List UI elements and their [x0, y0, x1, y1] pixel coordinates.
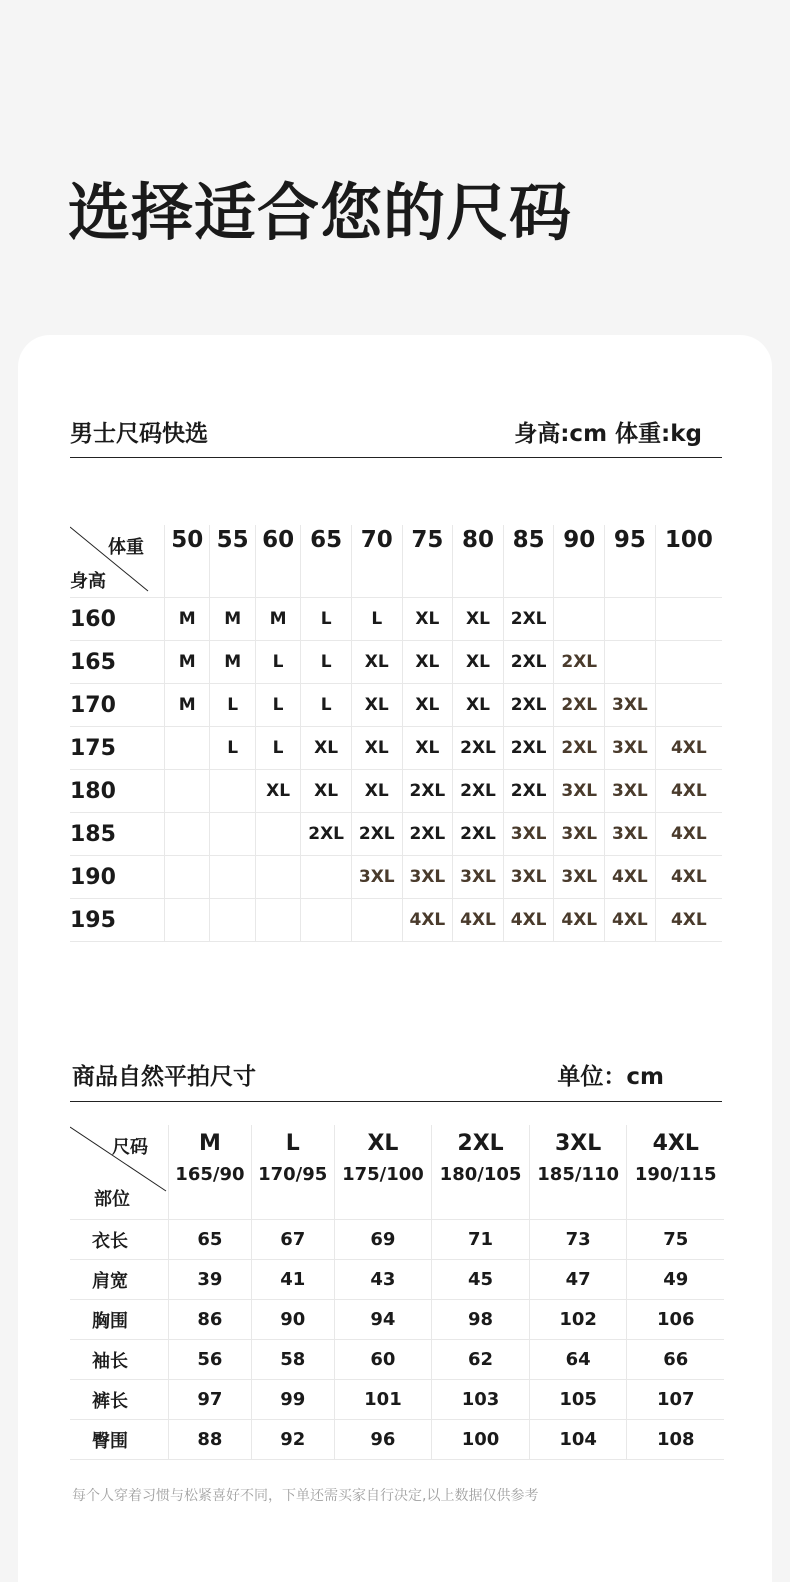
measure-cell: 41 — [251, 1260, 334, 1300]
size-cell: 4XL — [655, 770, 722, 813]
measure-cell: 96 — [334, 1420, 432, 1460]
size-cell — [255, 856, 300, 899]
measure-cell: 108 — [627, 1420, 724, 1460]
size-cell: XL — [301, 770, 352, 813]
weight-header: 95 — [605, 525, 656, 598]
size-cell — [605, 598, 656, 641]
quick-row — [70, 813, 722, 856]
size-cell: 3XL — [554, 856, 605, 899]
size-cell: L — [301, 641, 352, 684]
size-cell — [554, 598, 605, 641]
flat-row — [70, 1340, 724, 1380]
size-cell: XL — [402, 598, 453, 641]
measure-cell: 56 — [169, 1340, 252, 1380]
size-cell: XL — [402, 641, 453, 684]
size-cell: XL — [351, 641, 402, 684]
flat-size-title: 商品自然平拍尺寸 — [72, 1063, 256, 1090]
size-cell: 2XL — [453, 770, 504, 813]
flat-size-unit: 单位：cm — [557, 1063, 664, 1090]
measure-cell: 98 — [432, 1300, 530, 1340]
size-cell: 2XL — [503, 770, 554, 813]
weight-header: 85 — [503, 525, 554, 598]
measure-cell: 99 — [251, 1380, 334, 1420]
size-cell: L — [255, 684, 300, 727]
measure-cell: 49 — [627, 1260, 724, 1300]
size-cell: 4XL — [605, 899, 656, 942]
measure-cell: 92 — [251, 1420, 334, 1460]
quick-corner-bottom: 身高 — [70, 571, 106, 592]
size-cell: XL — [402, 727, 453, 770]
size-name: 4XL — [652, 1131, 699, 1156]
height-label: 160 — [70, 598, 165, 641]
size-cell: XL — [453, 641, 504, 684]
size-cell: 2XL — [453, 813, 504, 856]
size-cell — [351, 899, 402, 942]
size-cell: 3XL — [503, 856, 554, 899]
measure-cell: 104 — [529, 1420, 627, 1460]
size-cell: 2XL — [301, 813, 352, 856]
size-cell — [165, 727, 210, 770]
size-measure: 175/100 — [342, 1164, 424, 1185]
size-cell: L — [255, 727, 300, 770]
weight-header: 65 — [301, 525, 352, 598]
size-cell: 4XL — [554, 899, 605, 942]
flat-size-header — [70, 1047, 722, 1102]
size-cell — [255, 813, 300, 856]
size-cell: 3XL — [605, 770, 656, 813]
size-measure: 185/110 — [537, 1164, 620, 1185]
part-label: 臀围 — [70, 1420, 169, 1460]
measure-cell: 71 — [432, 1220, 530, 1260]
size-cell — [655, 641, 722, 684]
quick-header-row — [70, 525, 722, 598]
measure-cell: 39 — [169, 1260, 252, 1300]
flat-row — [70, 1220, 724, 1260]
size-cell — [210, 813, 255, 856]
size-header — [251, 1125, 334, 1220]
height-label: 180 — [70, 770, 165, 813]
part-label: 胸围 — [70, 1300, 169, 1340]
part-label: 袖长 — [70, 1340, 169, 1380]
size-name: XL — [367, 1131, 399, 1156]
quick-corner-top: 体重 — [108, 537, 144, 558]
measure-cell: 101 — [334, 1380, 432, 1420]
measure-cell: 102 — [529, 1300, 627, 1340]
measure-cell: 94 — [334, 1300, 432, 1340]
measure-cell: 66 — [627, 1340, 724, 1380]
flat-header-row — [70, 1125, 724, 1220]
weight-header: 70 — [351, 525, 402, 598]
part-label: 裤长 — [70, 1380, 169, 1420]
size-cell: XL — [255, 770, 300, 813]
quick-row — [70, 770, 722, 813]
weight-header: 50 — [165, 525, 210, 598]
height-label: 195 — [70, 899, 165, 942]
weight-header: 60 — [255, 525, 300, 598]
size-cell: M — [210, 641, 255, 684]
part-label: 衣长 — [70, 1220, 169, 1260]
size-cell: 2XL — [503, 684, 554, 727]
quick-size-header — [70, 405, 722, 458]
flat-corner-cell — [70, 1125, 169, 1220]
measure-cell: 88 — [169, 1420, 252, 1460]
measure-cell: 62 — [432, 1340, 530, 1380]
quick-row — [70, 684, 722, 727]
size-cell — [210, 899, 255, 942]
measure-cell: 106 — [627, 1300, 724, 1340]
measure-cell: 45 — [432, 1260, 530, 1300]
size-cell: 3XL — [605, 684, 656, 727]
size-cell: 2XL — [402, 770, 453, 813]
size-cell: 3XL — [554, 813, 605, 856]
size-name: L — [285, 1131, 300, 1156]
measure-cell: 75 — [627, 1220, 724, 1260]
size-measure: 180/105 — [439, 1164, 522, 1185]
size-cell: 4XL — [655, 899, 722, 942]
size-cell: XL — [351, 770, 402, 813]
quick-row — [70, 598, 722, 641]
size-cell — [165, 899, 210, 942]
size-cell: 3XL — [402, 856, 453, 899]
size-cell: 2XL — [453, 727, 504, 770]
size-name: 3XL — [555, 1131, 602, 1156]
flat-row — [70, 1380, 724, 1420]
weight-header: 75 — [402, 525, 453, 598]
weight-header: 90 — [554, 525, 605, 598]
height-label: 170 — [70, 684, 165, 727]
size-card — [18, 335, 772, 1582]
quick-row — [70, 899, 722, 942]
size-header — [169, 1125, 252, 1220]
quick-row — [70, 856, 722, 899]
flat-corner-top: 尺码 — [112, 1137, 148, 1158]
size-cell: XL — [453, 684, 504, 727]
quick-size-table — [70, 525, 722, 942]
flat-corner-bottom: 部位 — [94, 1189, 130, 1210]
size-cell: 4XL — [655, 856, 722, 899]
size-cell: L — [351, 598, 402, 641]
measure-cell: 73 — [529, 1220, 627, 1260]
size-cell: 2XL — [402, 813, 453, 856]
size-cell: M — [165, 641, 210, 684]
flat-size-table — [70, 1125, 724, 1460]
size-cell: L — [210, 727, 255, 770]
size-cell: 3XL — [554, 770, 605, 813]
size-cell: 2XL — [503, 727, 554, 770]
size-cell — [655, 684, 722, 727]
size-measure: 170/95 — [258, 1164, 328, 1185]
size-measure: 165/90 — [175, 1164, 245, 1185]
size-cell: 2XL — [351, 813, 402, 856]
part-label: 肩宽 — [70, 1260, 169, 1300]
size-cell — [301, 856, 352, 899]
height-label: 185 — [70, 813, 165, 856]
size-cell: M — [165, 684, 210, 727]
size-cell — [255, 899, 300, 942]
measure-cell: 58 — [251, 1340, 334, 1380]
flat-row — [70, 1260, 724, 1300]
size-cell: 4XL — [402, 899, 453, 942]
size-cell: 2XL — [554, 727, 605, 770]
size-cell: XL — [301, 727, 352, 770]
size-cell: 4XL — [655, 813, 722, 856]
size-header — [627, 1125, 724, 1220]
size-cell — [301, 899, 352, 942]
measure-cell: 86 — [169, 1300, 252, 1340]
size-cell: L — [301, 598, 352, 641]
measure-cell: 60 — [334, 1340, 432, 1380]
weight-header: 55 — [210, 525, 255, 598]
size-cell: 3XL — [605, 813, 656, 856]
weight-header: 100 — [655, 525, 722, 598]
page-title: 选择适合您的尺码 — [68, 176, 573, 249]
size-header — [529, 1125, 627, 1220]
size-header — [334, 1125, 432, 1220]
size-cell: M — [210, 598, 255, 641]
size-cell: 3XL — [453, 856, 504, 899]
size-cell: M — [255, 598, 300, 641]
quick-corner-cell — [70, 525, 165, 598]
size-cell — [210, 856, 255, 899]
quick-row — [70, 641, 722, 684]
size-cell: 4XL — [503, 899, 554, 942]
measure-cell: 105 — [529, 1380, 627, 1420]
quick-size-title: 男士尺码快选 — [70, 420, 208, 447]
measure-cell: 43 — [334, 1260, 432, 1300]
measure-cell: 107 — [627, 1380, 724, 1420]
measure-cell: 65 — [169, 1220, 252, 1260]
measure-cell: 67 — [251, 1220, 334, 1260]
size-cell: L — [301, 684, 352, 727]
size-cell: 4XL — [453, 899, 504, 942]
height-label: 190 — [70, 856, 165, 899]
size-cell: 2XL — [503, 598, 554, 641]
measure-cell: 97 — [169, 1380, 252, 1420]
size-cell — [165, 813, 210, 856]
size-cell: XL — [402, 684, 453, 727]
size-cell: M — [165, 598, 210, 641]
size-cell — [210, 770, 255, 813]
size-cell: 2XL — [554, 684, 605, 727]
size-cell: 2XL — [554, 641, 605, 684]
size-measure: 190/115 — [634, 1164, 717, 1185]
measure-cell: 69 — [334, 1220, 432, 1260]
size-cell: L — [210, 684, 255, 727]
size-name: 2XL — [457, 1131, 504, 1156]
measure-cell: 47 — [529, 1260, 627, 1300]
size-header — [432, 1125, 530, 1220]
size-cell: 4XL — [605, 856, 656, 899]
size-cell: XL — [351, 727, 402, 770]
height-label: 165 — [70, 641, 165, 684]
size-cell: XL — [351, 684, 402, 727]
weight-header: 80 — [453, 525, 504, 598]
size-cell — [655, 598, 722, 641]
quick-row — [70, 727, 722, 770]
size-cell: 3XL — [605, 727, 656, 770]
quick-size-unit: 身高:cm 体重:kg — [514, 420, 702, 447]
size-cell: L — [255, 641, 300, 684]
size-cell: 3XL — [503, 813, 554, 856]
size-cell — [165, 856, 210, 899]
size-cell: 4XL — [655, 727, 722, 770]
size-cell — [605, 641, 656, 684]
measure-cell: 90 — [251, 1300, 334, 1340]
height-label: 175 — [70, 727, 165, 770]
measure-cell: 100 — [432, 1420, 530, 1460]
size-name: M — [198, 1131, 221, 1156]
size-cell: 2XL — [503, 641, 554, 684]
size-cell: 3XL — [351, 856, 402, 899]
measure-cell: 64 — [529, 1340, 627, 1380]
size-cell — [165, 770, 210, 813]
flat-row — [70, 1420, 724, 1460]
measure-cell: 103 — [432, 1380, 530, 1420]
size-cell: XL — [453, 598, 504, 641]
footnote: 每个人穿着习惯与松紧喜好不同，下单还需买家自行决定,以上数据仅供参考 — [72, 1488, 539, 1504]
flat-row — [70, 1300, 724, 1340]
